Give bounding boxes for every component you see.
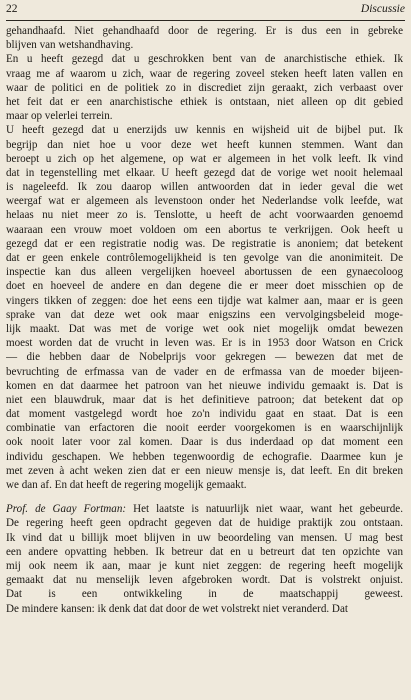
paragraph (6, 24, 403, 52)
text-line: individu geschapen. We hebben tegenwoordig de echografie. Daarmee kun je (6, 450, 403, 463)
text-line: doet en hoeveel de andere en dan degene die er meer doet misschien op de (6, 280, 403, 293)
text-line: mij ook neem ik aan, maar je kunt niet zeggen: de regering heeft mogelijk (6, 559, 403, 572)
paragraph (6, 123, 403, 492)
text-line-rest: Het laatste is natuurlijk niet waar, want het gebeurde. (126, 503, 403, 516)
text-line: maar op velerlei terrein. (6, 110, 113, 123)
page-number: 22 (6, 3, 18, 15)
running-header (6, 2, 405, 20)
text-line: vraag me af waarom u zich, waar de regering zoveel steken heeft laten vallen en (6, 67, 403, 80)
text-line: waar de politici en de politiek zo in discrediet zijn geraakt, zich verbaast over (6, 81, 403, 94)
text-line: niet een blauwdruk, maar dat is het definitieve patroon; dat betekent dat op (6, 393, 403, 406)
speaker-name: Prof. de Gaay Fortman: (6, 503, 127, 516)
text-line: Ik vind dat u billijk moet blijven in uw beoordeling van mensen. U mag best (6, 531, 403, 544)
text-line: het feit dat er een anarchistische ethiek is ontstaan, niet alleen op dit gebied (6, 95, 403, 108)
speaker-paragraph-lines (6, 516, 403, 615)
text-line: een andere opvatting hebben. Ik betreur dat en u betreurt dat ten opzichte van (6, 545, 403, 558)
text-line: bevruchting de erfmassa van de vader en de erfmassa van de moeder bijeen- (6, 365, 403, 378)
text-line: beroept u zich op het algemene, op wat er algemeen in het volk leeft. Ik vind (6, 152, 403, 165)
speaker-paragraph (6, 502, 403, 616)
text-line: dat in tegenstelling met elkaar. U heeft gezegd dat de vorige wet nooit helemaal (6, 166, 403, 179)
page-body (6, 24, 403, 616)
text-line: gezegd dat er een registratie nodig was. De registratie is anoniem; dat betekent (6, 237, 403, 250)
text-line: gehandhaafd. Niet gehandhaafd door de regering. Er is dus een in gebreke (6, 25, 403, 37)
text-line: waaraan een vrouw moet voldoen om een abortus te verkrijgen. Ook heeft u (6, 223, 403, 236)
text-line: moest worden dat de vrucht in leven was. Er is in 1953 door Watson en Crick (6, 337, 403, 350)
text-line: lijk maakt. Dat was met de vorige wet ook niet mogelijk omdat bewezen (6, 322, 403, 335)
text-line (6, 502, 403, 516)
paragraph-gap (6, 492, 403, 502)
text-line: we dan af. En dat heeft de regering mogelijk gemaakt. (6, 479, 247, 491)
text-line: met zeven à acht weken zien dat er een nieuw mensje is, dat leeft. En dit breken (6, 464, 403, 477)
text-line: vingers tikken of zeggen: doe het eens een tijdje wat kalmer aan, maar er is geen (6, 294, 403, 307)
text-line: En u heeft gezegd dat u geschrokken bent van de anarchistische ethiek. Ik (6, 53, 403, 66)
text-line: combinatie van erfactoren die nooit eerder voorgekomen is en waarschijnlijk (6, 422, 403, 435)
text-line: De mindere kansen: ik denk dat dat door de wet volstrekt niet veranderd. Dat (6, 602, 348, 615)
text-line: Dat is een ontwikkeling in de maatschappij geweest. (6, 588, 403, 601)
text-line: blijven van wetshandhaving. (6, 39, 134, 52)
text-line: dat er geen enkele contrôlemogelijkheid is ten gevolge van die anonimiteit. De (6, 252, 403, 264)
text-line: is nageleefd. Ik zou daarop willen antwoorden dat in ieder geval die wet (6, 181, 403, 194)
text-line: inspectie kan dus alleen vergelijken hoeveel abortussen de een gynaecoloog (6, 266, 403, 279)
text-line: weergaf wat er algemeen als levenstoon onder het Nederlandse volk leefde, wat (6, 195, 403, 208)
section-title: Discussie (360, 3, 405, 15)
text-line: ook nooit later voor zal komen. Daar is dus inderdaad op dat moment een (6, 436, 403, 449)
text-line: helaas nu niet meer zo is. Tenslotte, u heeft de acht voorwaarden genoemd (6, 209, 403, 222)
text-line: De regering heeft geen opdracht gegeven dat de huidige praktijk zou ontstaan. (6, 517, 403, 530)
text-line: sprake van dat deze wet ook maar enigszins een vervolgingsbeleid moge- (6, 308, 403, 321)
text-line: komen en dat daarmee het patroon van het nieuwe individu gemaakt is. Dat is (6, 379, 403, 392)
paragraph (6, 52, 403, 123)
text-line: dat moment vastgelegd wordt hoe zo'n individu gaat en staat. Dat is een (6, 408, 403, 421)
text-line: gemaakt dat nu menselijk leven afgebroken wordt. Dat is volstrekt onjuist. (6, 574, 403, 587)
text-line: — die hebben daar de Nobelprijs voor gekregen — bewezen dat met de (6, 351, 403, 364)
text-line: U heeft gezegd dat u enerzijds uw kennis en wijsheid uit de bijbel put. Ik (6, 124, 403, 137)
header-rule (6, 20, 405, 21)
text-line: begrijp dan niet hoe u voor deze wet heeft kunnen stemmen. Want dan (6, 138, 403, 151)
